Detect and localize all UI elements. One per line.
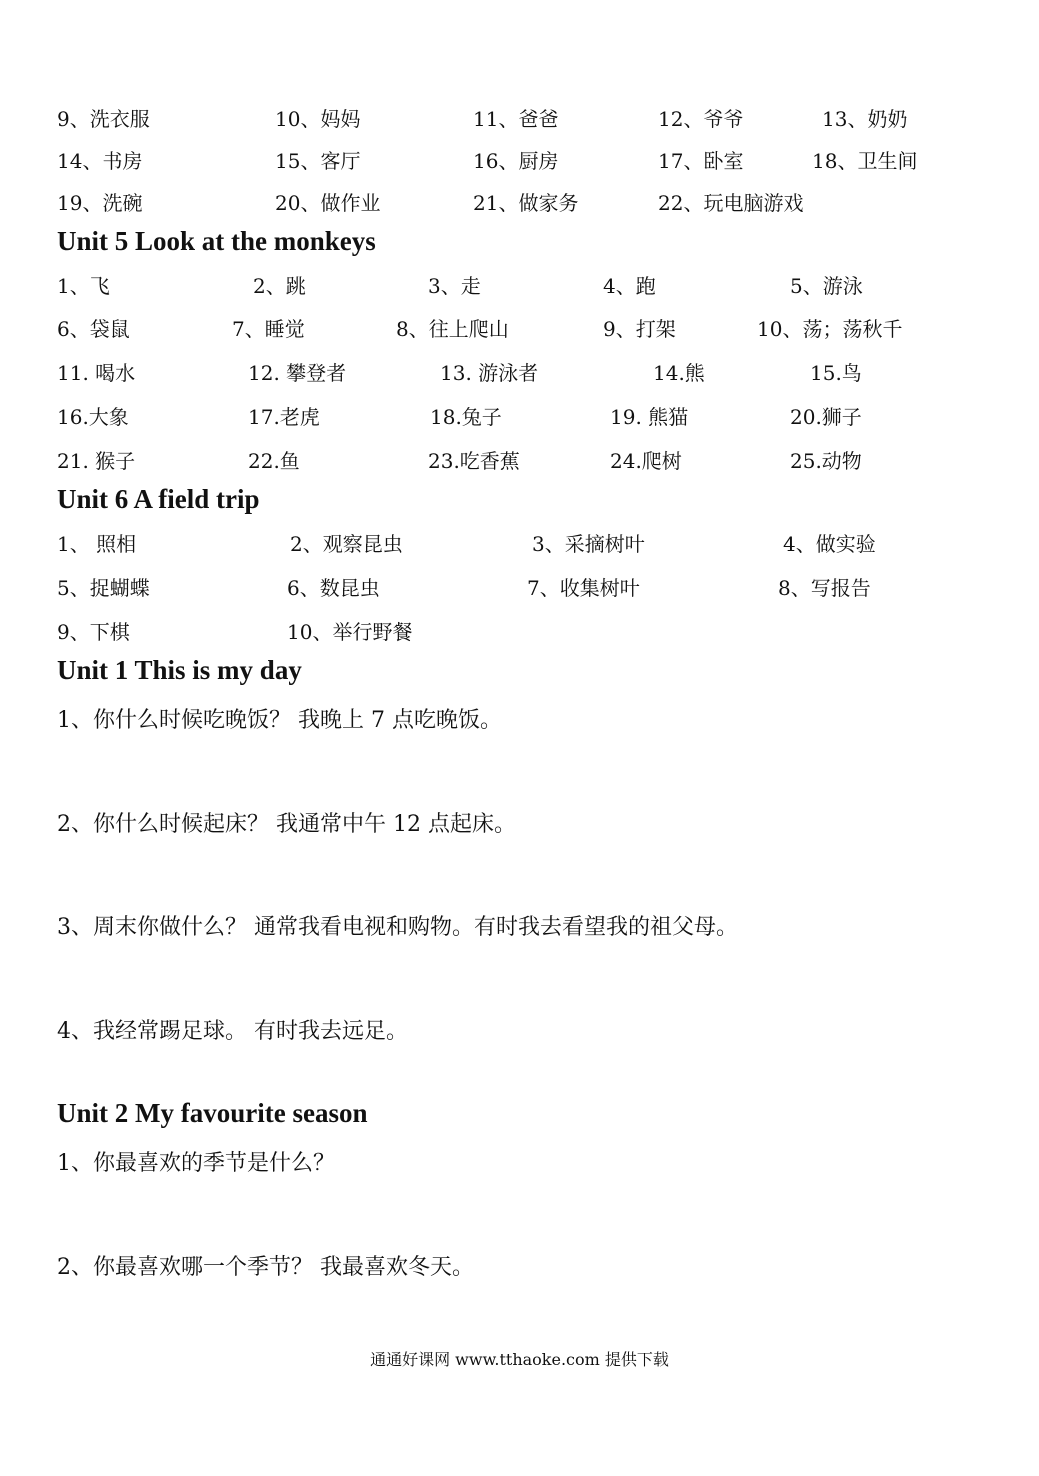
- sentence: 2、你最喜欢哪一个季节？ 我最喜欢冬天。: [57, 1255, 474, 1280]
- vocab-item: 13、奶奶: [822, 107, 908, 131]
- vocab-item: 18、卫生间: [812, 149, 918, 173]
- vocab-item: 24.爬树: [610, 449, 682, 473]
- vocab-row: [0, 402, 1039, 432]
- vocab-row: [0, 358, 1039, 388]
- vocab-row: [0, 529, 1039, 559]
- vocab-item: 22、玩电脑游戏: [658, 191, 804, 215]
- vocab-item: 9、洗衣服: [57, 107, 150, 131]
- vocab-item: 4、做实验: [783, 532, 876, 556]
- vocab-item: 10、举行野餐: [287, 620, 413, 644]
- vocab-row: [0, 573, 1039, 603]
- vocab-item: 4、跑: [603, 274, 656, 298]
- vocab-row: [0, 446, 1039, 476]
- vocab-item: 22.鱼: [248, 449, 300, 473]
- vocab-item: 8、写报告: [778, 576, 871, 600]
- vocab-item: 20、做作业: [275, 191, 381, 215]
- vocab-item: 16、厨房: [473, 149, 559, 173]
- vocab-item: 21. 猴子: [57, 449, 136, 473]
- vocab-item: 11. 喝水: [57, 361, 136, 385]
- sentence: 1、你最喜欢的季节是什么？: [57, 1151, 335, 1176]
- vocab-row: [0, 146, 1039, 176]
- vocab-item: 12、爷爷: [658, 107, 744, 131]
- vocab-item: 18.兔子: [430, 405, 502, 429]
- unit6-title: Unit 6 A field trip: [57, 484, 260, 514]
- vocab-item: 16.大象: [57, 405, 129, 429]
- vocab-item: 19、洗碗: [57, 191, 143, 215]
- vocab-item: 8、往上爬山: [396, 317, 509, 341]
- vocab-item: 15、客厅: [275, 149, 361, 173]
- vocab-item: 1、 照相: [57, 532, 137, 556]
- vocab-row: [0, 188, 1039, 218]
- vocab-item: 2、观察昆虫: [290, 532, 403, 556]
- vocab-item: 6、袋鼠: [57, 317, 130, 341]
- vocab-item: 6、数昆虫: [287, 576, 380, 600]
- vocab-item: 9、打架: [603, 317, 676, 341]
- vocab-item: 14.熊: [653, 361, 705, 385]
- vocab-item: 20.狮子: [790, 405, 862, 429]
- vocab-item: 17、卧室: [658, 149, 744, 173]
- vocab-item: 23.吃香蕉: [428, 449, 520, 473]
- sentence: 2、你什么时候起床？ 我通常中午 12 点起床。: [57, 812, 516, 837]
- vocab-item: 5、捉蝴蝶: [57, 576, 150, 600]
- vocab-item: 17.老虎: [248, 405, 320, 429]
- vocab-item: 10、妈妈: [275, 107, 361, 131]
- unit1-title: Unit 1 This is my day: [57, 655, 302, 685]
- vocab-item: 1、飞: [57, 274, 110, 298]
- vocab-item: 19. 熊猫: [610, 405, 689, 429]
- vocab-item: 5、游泳: [790, 274, 863, 298]
- vocab-item: 15.鸟: [810, 361, 862, 385]
- sentence: 4、我经常踢足球。 有时我去远足。: [57, 1019, 408, 1044]
- vocab-item: 9、下棋: [57, 620, 130, 644]
- vocab-row: [0, 271, 1039, 301]
- vocab-item: 2、跳: [253, 274, 306, 298]
- vocab-row: [0, 104, 1039, 134]
- vocab-item: 12. 攀登者: [248, 361, 347, 385]
- sentence: 3、周末你做什么？ 通常我看电视和购物。有时我去看望我的祖父母。: [57, 915, 738, 940]
- unit2-title: Unit 2 My favourite season: [57, 1098, 368, 1128]
- unit5-title: Unit 5 Look at the monkeys: [57, 226, 376, 256]
- vocab-item: 7、收集树叶: [527, 576, 640, 600]
- vocab-item: 7、睡觉: [232, 317, 305, 341]
- vocab-item: 21、做家务: [473, 191, 579, 215]
- vocab-item: 11、爸爸: [473, 107, 559, 131]
- vocab-row: [0, 617, 1039, 647]
- vocab-item: 13. 游泳者: [440, 361, 539, 385]
- vocab-item: 3、采摘树叶: [532, 532, 645, 556]
- vocab-item: 14、书房: [57, 149, 143, 173]
- vocab-item: 10、荡；荡秋千: [757, 317, 903, 341]
- vocab-row: [0, 314, 1039, 344]
- vocab-item: 25.动物: [790, 449, 862, 473]
- vocab-item: 3、走: [428, 274, 481, 298]
- page-footer: 通通好课网 www.tthaoke.com 提供下载: [370, 1350, 669, 1369]
- sentence: 1、你什么时候吃晚饭？ 我晚上 7 点吃晚饭。: [57, 708, 502, 733]
